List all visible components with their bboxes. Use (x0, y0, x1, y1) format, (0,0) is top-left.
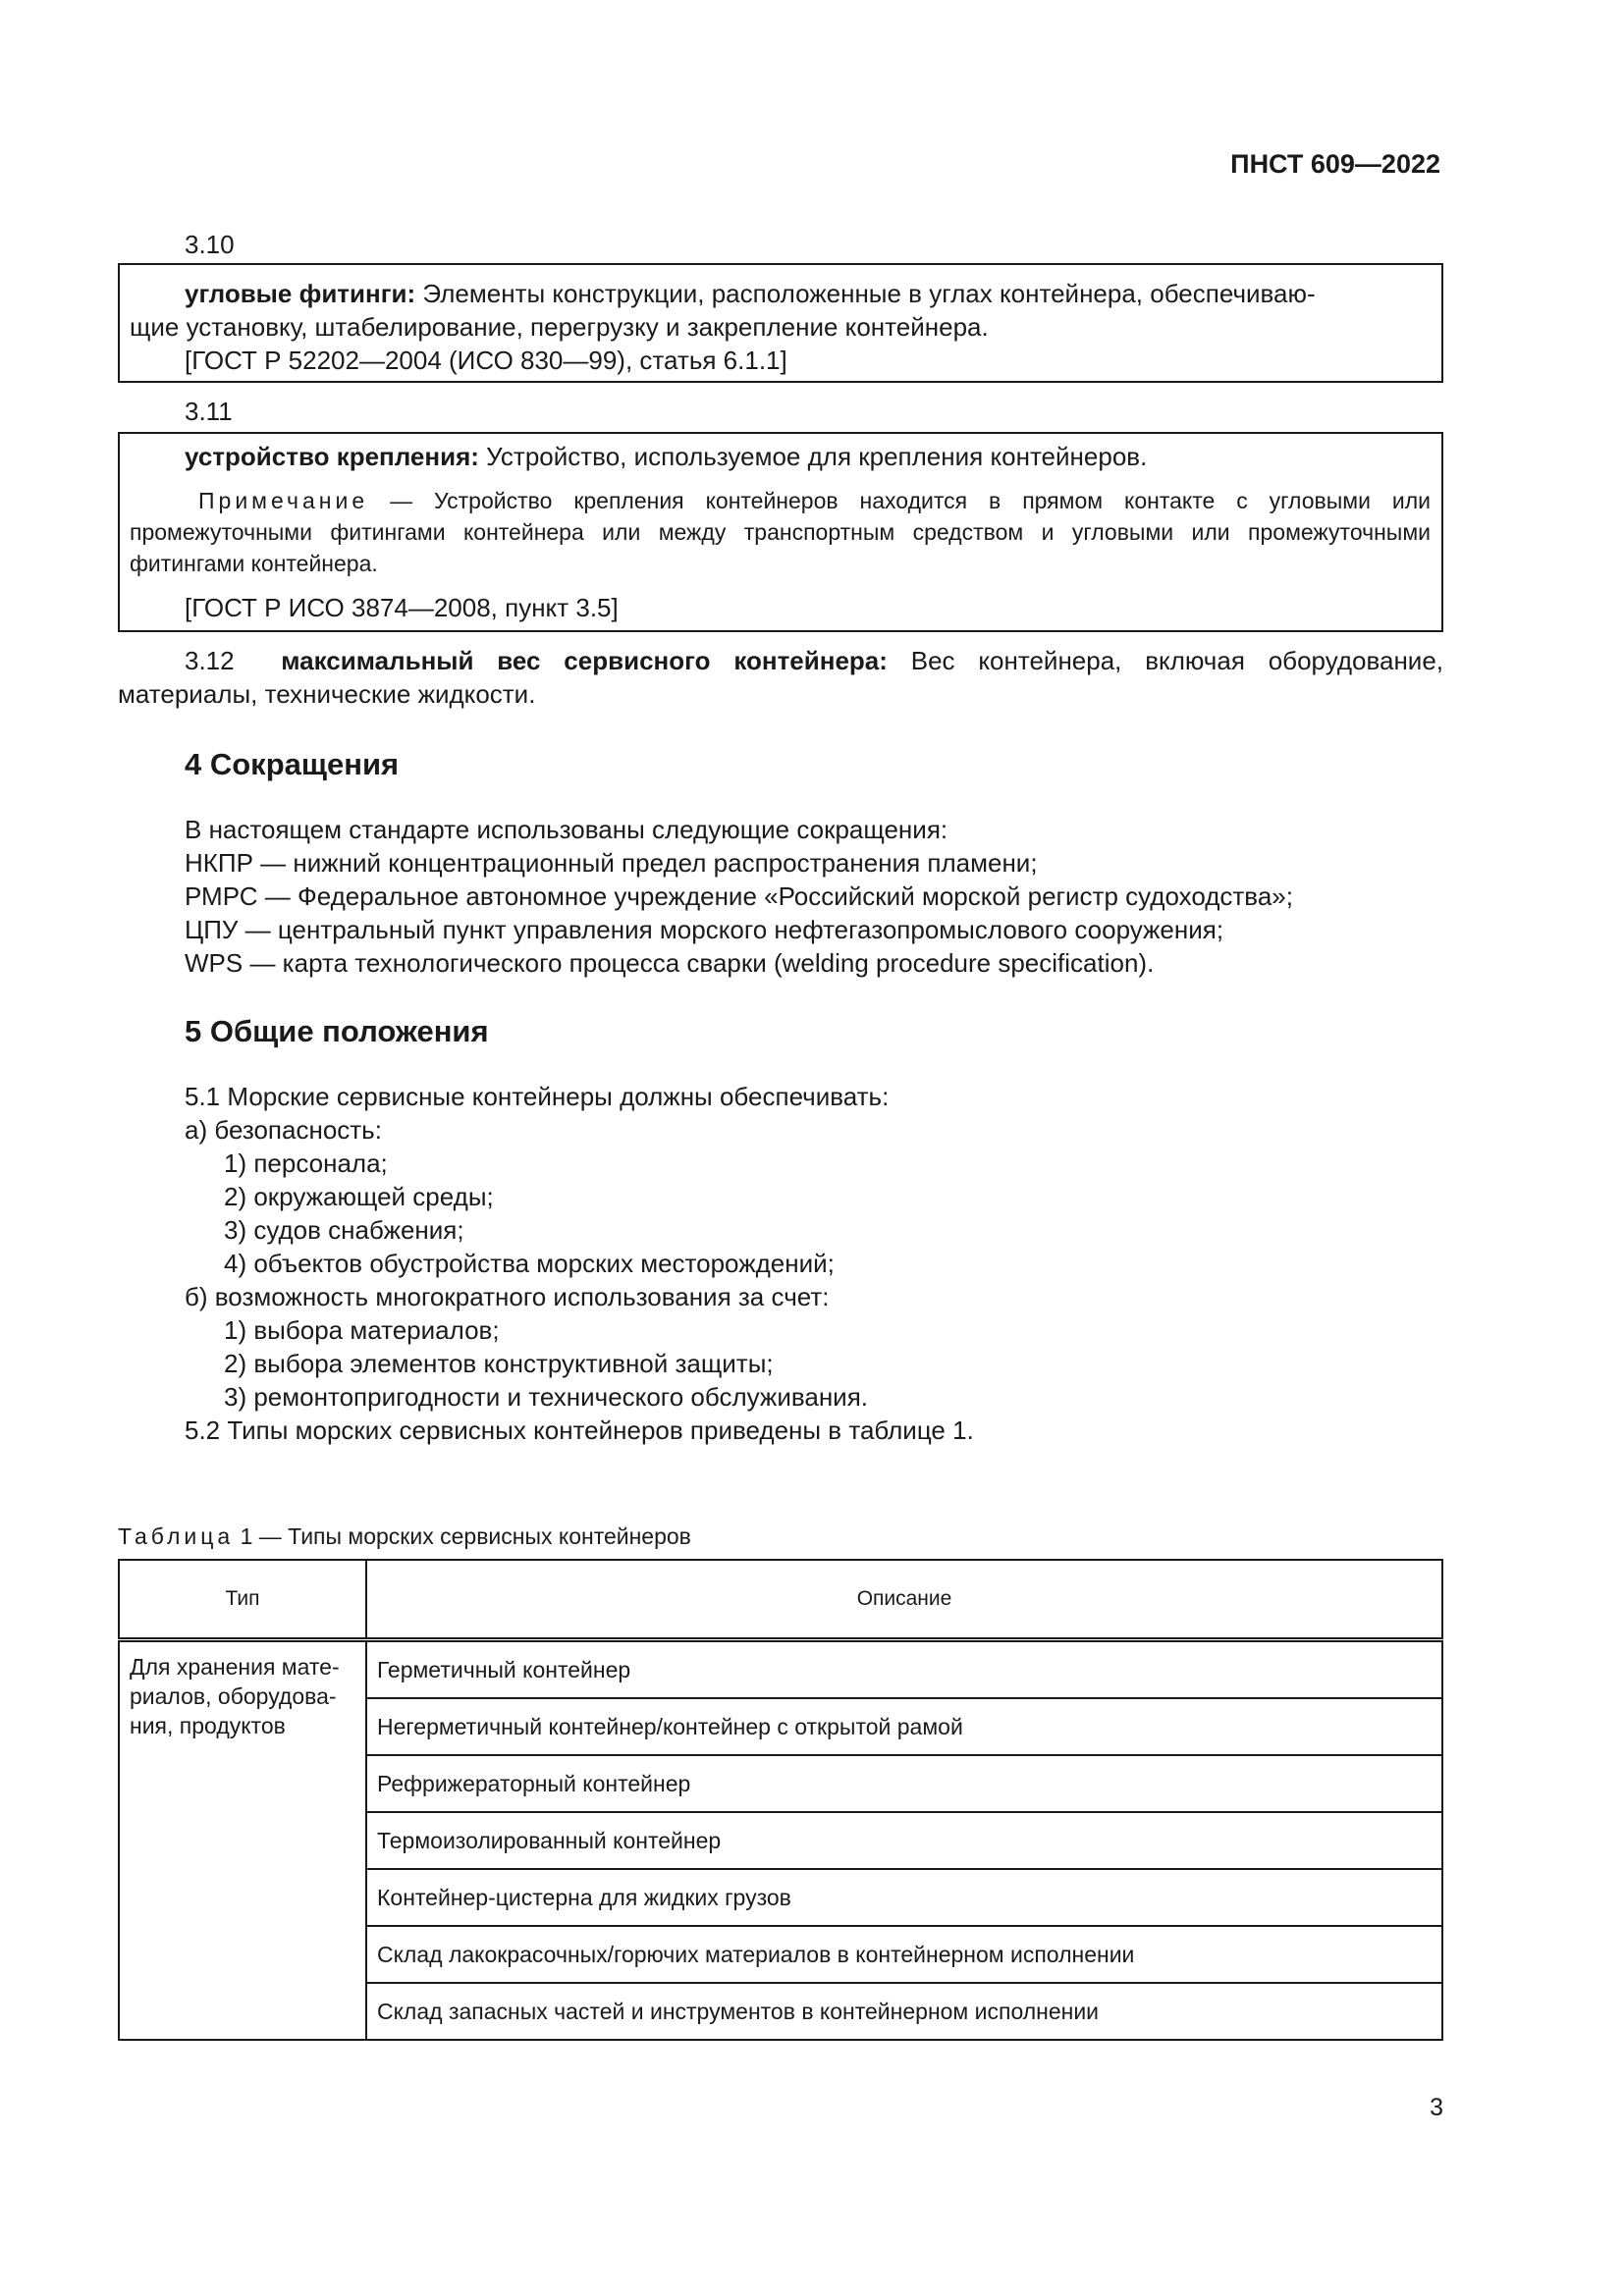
page-number: 3 (1430, 2094, 1443, 2121)
term-number: 3.10 (185, 230, 235, 259)
table-cell-description: Рефрижераторный контейнер (366, 1755, 1442, 1812)
term-note: Примечание — Устройство крепления контейнеров находится в прямом контакте с угловыми или промежуточными фитингами контейнера или между транспортным средством и угловыми или промежуточными фитингами контейнера. (130, 488, 1431, 576)
term-name: максимальный вес сервисного контейнера: (281, 646, 888, 675)
table-caption: Таблица 1 — Типы морских сервисных контейнеров (118, 1523, 691, 1549)
list-item: а) безопасность: (185, 1115, 382, 1145)
list-item: 2) окружающей среды; (224, 1182, 494, 1211)
table-cell-type: Для хранения мате-риалов, оборудова-ния, продуктов (119, 1640, 366, 2041)
term-3-12: 3.12 максимальный вес сервисного контейнера: Вес контейнера, включая оборудование, материалы, технические жидкости. (118, 646, 1444, 709)
list-item: б) возможность многократного использования за счет: (185, 1282, 830, 1311)
section-text: 5.2 Типы морских сервисных контейнеров приведены в таблице 1. (185, 1415, 974, 1445)
section-heading-5: 5 Общие положения (185, 1014, 489, 1048)
term-definition-line: устройство крепления: Устройство, используемое для крепления контейнеров. (185, 442, 1148, 471)
document-code: ПНСТ 609—2022 (1230, 149, 1440, 179)
term-box-3-11 (118, 432, 1443, 632)
term-name: устройство крепления: (185, 442, 479, 471)
list-item: 1) выбора материалов; (224, 1315, 500, 1345)
abbreviation-item: ЦПУ — центральный пункт управления морского нефтегазопромыслового сооружения; (185, 915, 1224, 944)
abbreviation-item: НКПР — нижний концентрационный предел распространения пламени; (185, 848, 1038, 878)
abbreviation-item: WPS — карта технологического процесса сварки (welding procedure specification). (185, 948, 1155, 978)
note-label: Примечание (198, 488, 369, 513)
term-number: 3.11 (185, 397, 233, 426)
list-item: 3) ремонтопригодности и технического обслуживания. (224, 1382, 869, 1412)
table-cell-description: Герметичный контейнер (366, 1640, 1442, 1699)
table-header-type: Тип (119, 1560, 366, 1640)
table-cell-description: Склад лакокрасочных/горючих материалов в контейнерном исполнении (366, 1926, 1442, 1983)
container-types-table (118, 1559, 1443, 2041)
list-item: 4) объектов обустройства морских месторождений; (224, 1249, 835, 1278)
abbreviation-item: РМРС — Федеральное автономное учреждение «Российский морской регистр судоходства»; (185, 881, 1293, 911)
table-cell-description: Термоизолированный контейнер (366, 1812, 1442, 1869)
table-row (119, 1640, 1442, 1699)
table-cell-description: Контейнер-цистерна для жидких грузов (366, 1869, 1442, 1926)
term-name: угловые фитинги: (185, 279, 416, 308)
term-source: [ГОСТ Р 52202—2004 (ИСО 830—99), статья 6.1.1] (185, 346, 787, 375)
section-text: 5.1 Морские сервисные контейнеры должны обеспечивать: (185, 1082, 890, 1111)
term-definition-line: угловые фитинги: Элементы конструкции, расположенные в углах контейнера, обеспечиваю- (185, 279, 1316, 308)
term-number: 3.12 (185, 646, 235, 675)
table-cell-description: Склад запасных частей и инструментов в контейнерном исполнении (366, 1983, 1442, 2040)
list-item: 1) персонала; (224, 1148, 388, 1178)
term-source: [ГОСТ Р ИСО 3874—2008, пункт 3.5] (185, 593, 619, 622)
term-definition-line: щие установку, штабелирование, перегрузку и закрепление контейнера. (130, 312, 989, 342)
table-header-description: Описание (366, 1560, 1442, 1640)
table-cell-description: Негерметичный контейнер/контейнер с открытой рамой (366, 1698, 1442, 1755)
list-item: 2) выбора элементов конструктивной защиты; (224, 1349, 774, 1378)
list-item: 3) судов снабжения; (224, 1215, 464, 1245)
table-header-row (119, 1560, 1442, 1640)
section-heading-4: 4 Сокращения (185, 747, 400, 781)
section-text: В настоящем стандарте использованы следующие сокращения: (185, 815, 948, 844)
term-box-3-10 (118, 263, 1443, 383)
